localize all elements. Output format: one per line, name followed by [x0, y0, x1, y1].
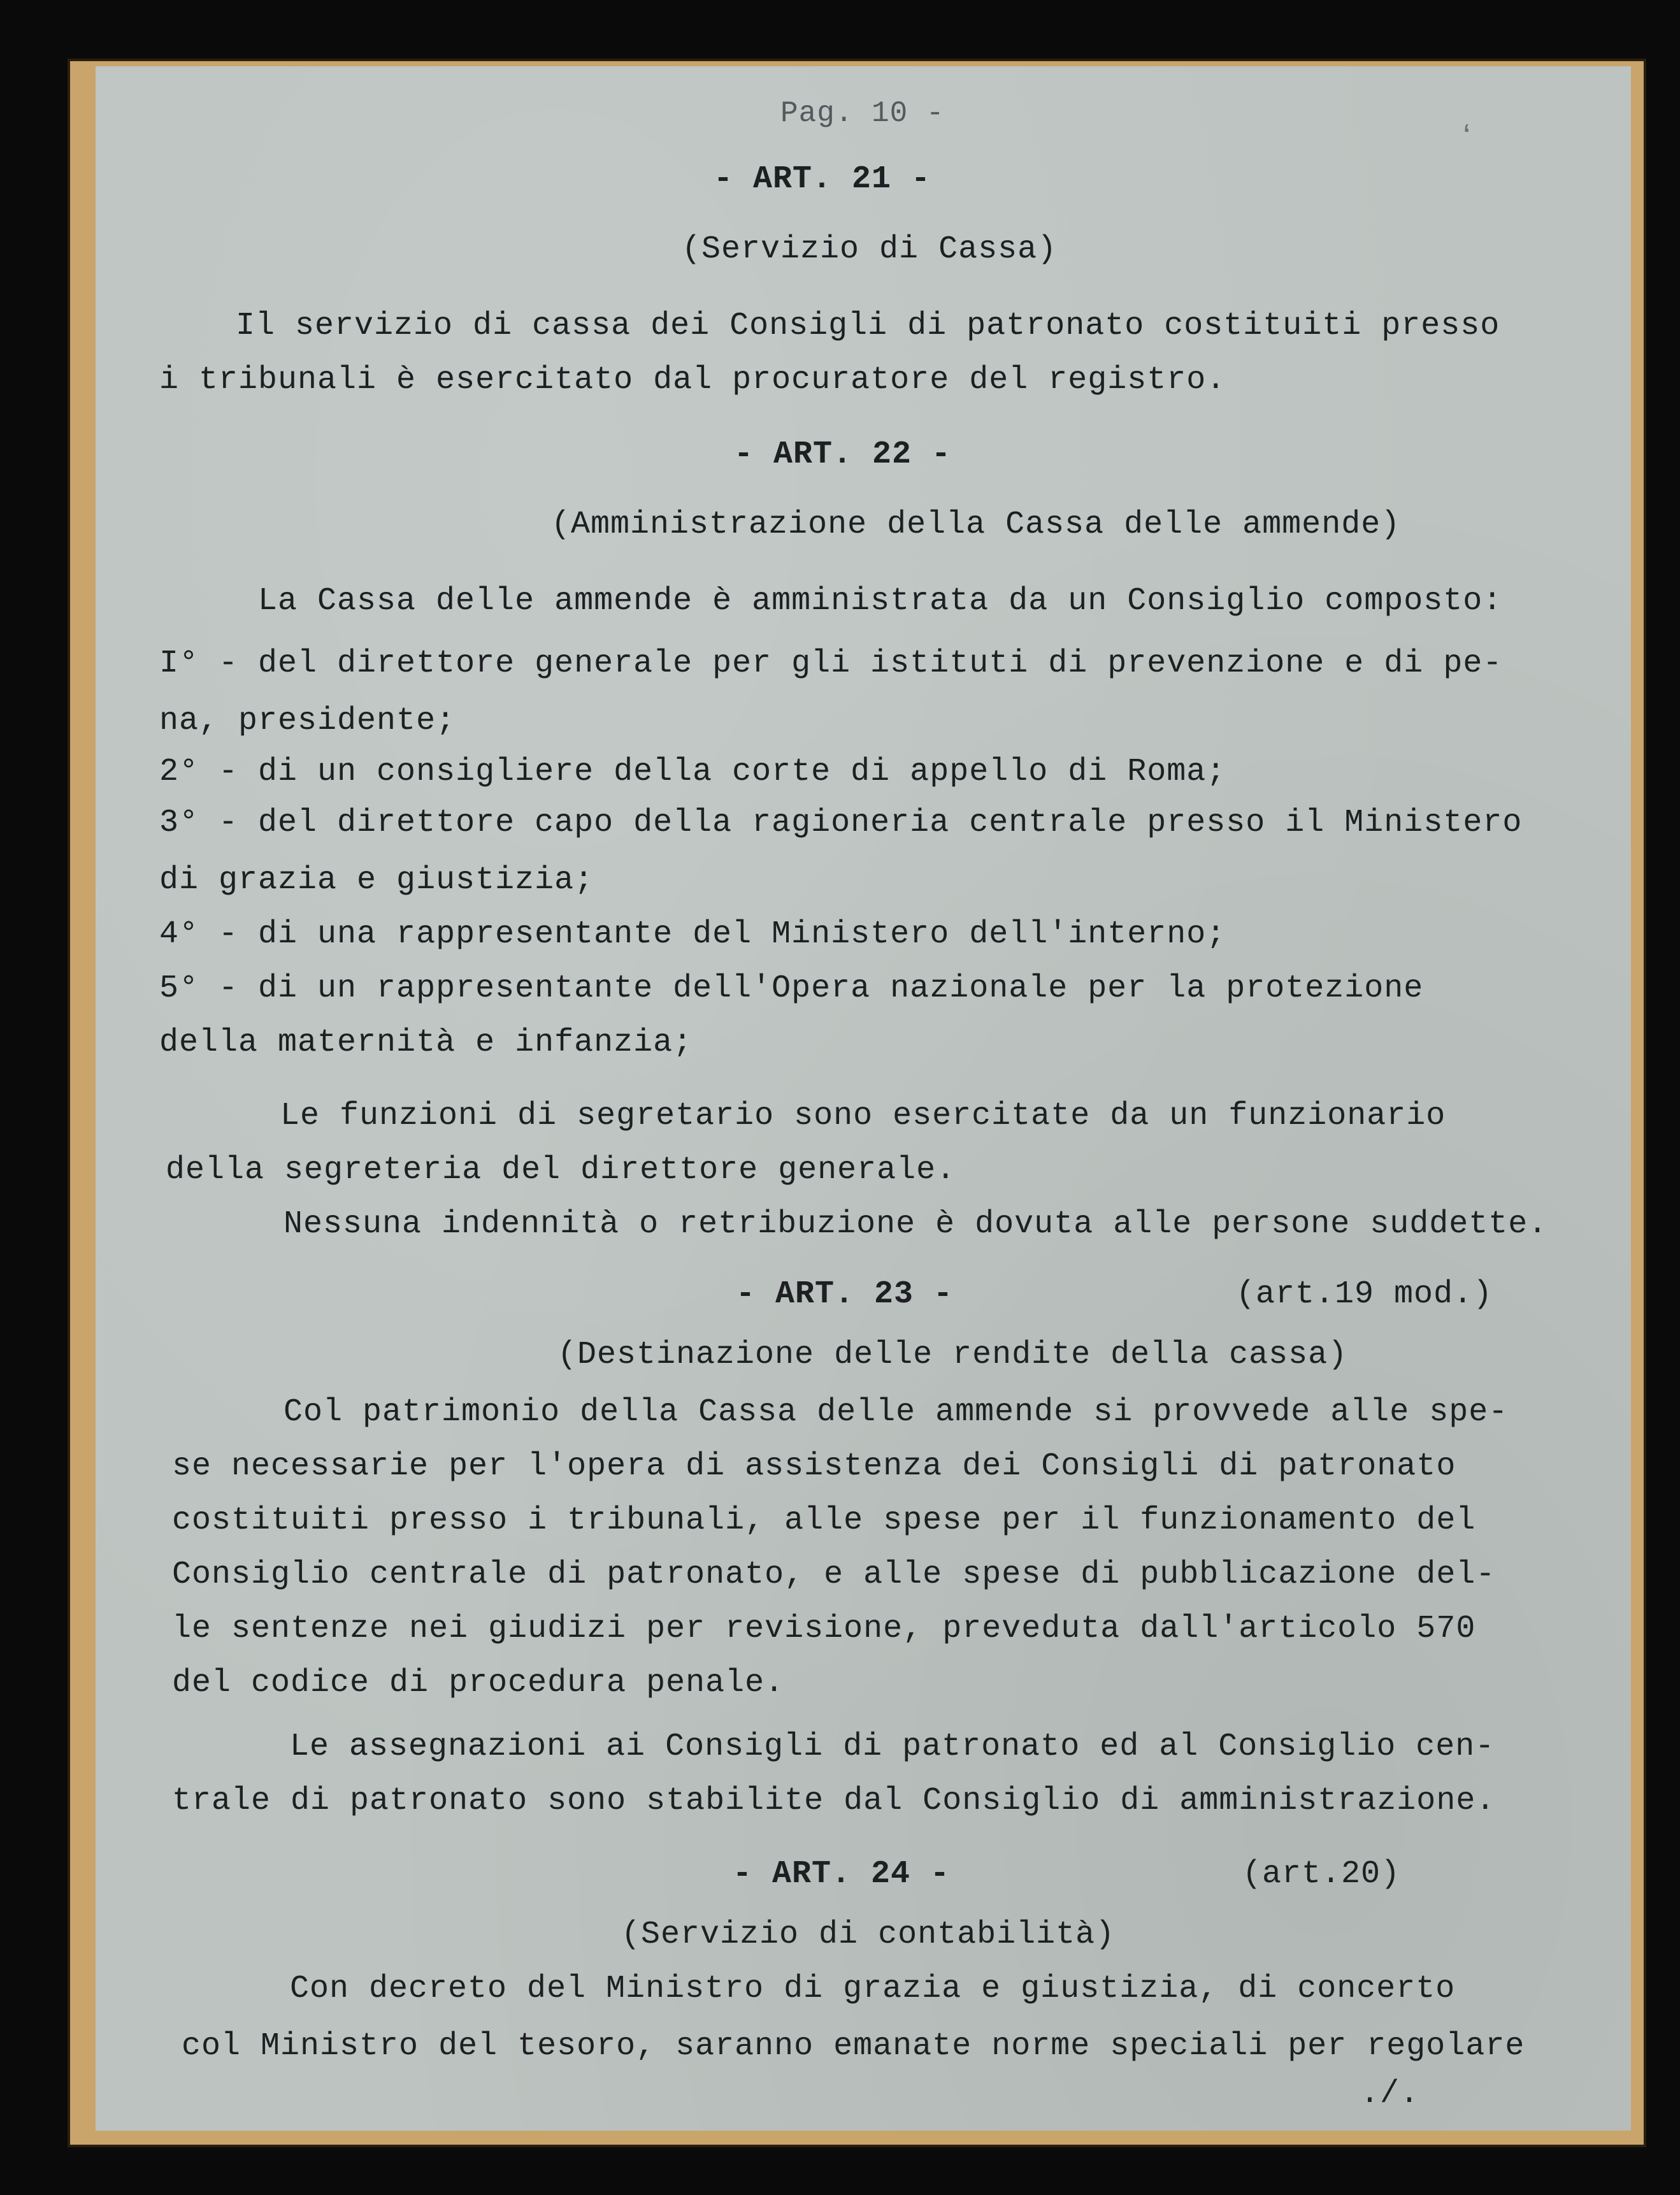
article-22-line-1: La Cassa delle ammende è amministrata da un Consiglio composto: [258, 583, 1503, 619]
article-23-line-2: se necessarie per l'opera di assistenza dei Consigli di patronato [172, 1448, 1456, 1485]
article-23-line-3: costituiti presso i tribunali, alle spese per il funzionamento del [172, 1502, 1476, 1539]
article-24-reference: (art.20) [1242, 1856, 1401, 1892]
article-22-line-5: 3° - del direttore capo della ragioneria centrale presso il Ministero [159, 805, 1523, 841]
article-24-line-2: col Ministro del tesoro, saranno emanate norme speciali per regolare [182, 2028, 1525, 2064]
article-23-line-7: Le assegnazioni ai Consigli di patronato ed al Consiglio cen- [290, 1729, 1495, 1765]
article-22-heading: - ART. 22 - [734, 436, 952, 473]
article-23-subtitle: (Destinazione delle rendite della cassa) [557, 1337, 1348, 1373]
article-21-subtitle: (Servizio di Cassa) [682, 231, 1058, 268]
article-23-line-8: trale di patronato sono stabilite dal Consiglio di amministrazione. [172, 1783, 1496, 1819]
page-number: Pag. 10 - [780, 97, 945, 130]
article-22-line-12: Nessuna indennità o retribuzione è dovuta alle persone suddette. [284, 1206, 1548, 1242]
article-24-line-1: Con decreto del Ministro di grazia e giustizia, di concerto [290, 1971, 1456, 2007]
article-22-line-10: Le funzioni di segretario sono esercitate da un funzionario [280, 1098, 1446, 1134]
corner-mark: ʻ [1456, 121, 1478, 160]
article-22-line-3: na, presidente; [159, 703, 456, 739]
article-22-subtitle: (Amministrazione della Cassa delle ammende) [551, 507, 1401, 543]
article-22-line-4: 2° - di un consigliere della corte di appello di Roma; [159, 754, 1226, 790]
article-22-line-8: 5° - di un rappresentante dell'Opera nazionale per la protezione [159, 970, 1424, 1007]
article-24-subtitle: (Servizio di contabilità) [621, 1917, 1116, 1953]
article-23-line-5: le sentenze nei giudizi per revisione, preveduta dall'articolo 570 [172, 1611, 1476, 1647]
article-21-line-2: i tribunali è esercitato dal procuratore del registro. [159, 362, 1226, 398]
continuation-mark: ./. [1360, 2076, 1420, 2112]
article-23-line-6: del codice di procedura penale. [172, 1665, 785, 1701]
article-21-line-1: Il servizio di cassa dei Consigli di patronato costituiti presso [236, 308, 1500, 344]
article-23-line-4: Consiglio centrale di patronato, e alle spese di pubblicazione del- [172, 1557, 1496, 1593]
article-22-line-7: 4° - di una rappresentante del Ministero dell'interno; [159, 916, 1226, 953]
article-24-heading: - ART. 24 - [733, 1856, 951, 1892]
article-22-line-11: della segreteria del direttore generale. [166, 1152, 956, 1188]
article-23-heading: - ART. 23 - [736, 1276, 954, 1313]
article-22-line-6: di grazia e giustizia; [159, 862, 594, 898]
article-23-reference: (art.19 mod.) [1236, 1276, 1493, 1313]
article-22-line-2: I° - del direttore generale per gli istituti di prevenzione e di pe- [159, 645, 1503, 682]
article-21-heading: - ART. 21 - [714, 161, 931, 198]
article-23-line-1: Col patrimonio della Cassa delle ammende si provvede alle spe- [284, 1394, 1509, 1430]
article-22-line-9: della maternità e infanzia; [159, 1025, 693, 1061]
